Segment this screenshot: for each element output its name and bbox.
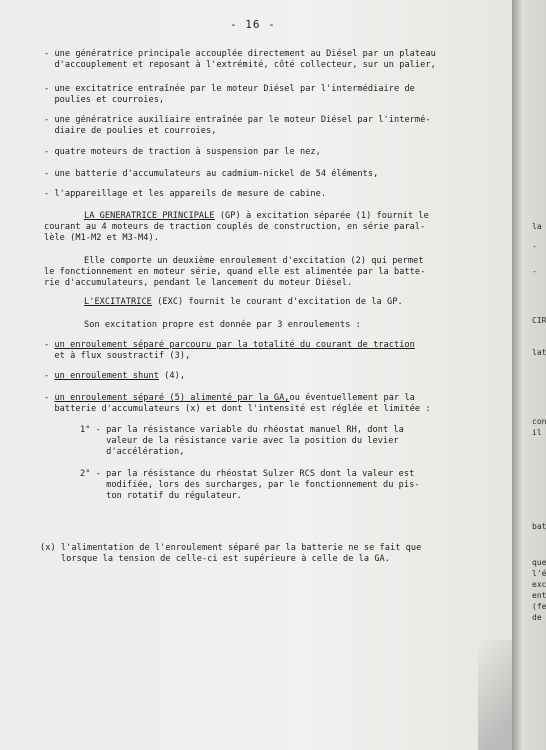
adjacent-fragment: ent [532,591,546,600]
adjacent-fragment: exc [532,580,546,589]
text-line: diaire de poulies et courroies, [44,126,217,136]
text-line: courant au 4 moteurs de traction couplés de construction, en série paral- [44,222,426,232]
bullet-dash: - [44,340,55,350]
adjacent-fragment: que [532,558,546,567]
text-line: batterie d'accumulateurs (x) et dont l'intensité est réglée et limitée : [44,404,431,414]
text-line: 1° - par la résistance variable du rhéostat manuel RH, dont la [80,425,404,435]
footnote-line: (x) l'alimentation de l'enroulement séparé par la batterie ne se fait que [40,543,422,553]
adjacent-fragment: con [532,417,546,426]
heading-generatrice-principale: LA GENERATRICE PRINCIPALE [84,211,215,221]
underlined-text: un enroulement séparé parcouru par la totalité du courant de traction [54,340,415,350]
text-run: (4), [158,371,186,381]
text-line: et à flux soustractif (3), [44,351,191,361]
text-line: - une génératrice principale accouplée directement au Diésel par un plateau [44,49,436,59]
page-number: - 16 - [230,18,276,31]
bullet-dash: - [44,371,55,381]
adjacent-fragment: de [532,613,542,622]
heading-excitatrice: L'EXCITATRICE [84,297,152,307]
text-line: d'accouplement et reposant à l'extrémité, côté collecteur, sur un palier, [44,60,436,70]
adjacent-page-edge [512,0,546,750]
text-line: le fonctionnement en moteur série, quand elle est alimentée par la batte- [44,267,426,277]
text-line: d'accélération, [80,447,185,457]
text-line: - une génératrice auxiliaire entraînée par le moteur Diésel par l'intermé- [44,115,431,125]
page-curl-shadow [478,640,512,750]
adjacent-fragment: CIR [532,316,546,325]
text-run: ou éventuellement par la [289,393,415,403]
text-line: poulies et courroies, [44,95,165,105]
text-line: lèle (M1-M2 et M3-M4). [44,233,159,243]
text-line: - une batterie d'accumulateurs au cadmium-nickel de 54 éléments, [44,169,379,179]
bleed-through [305,60,505,660]
text-line: - une excitatrice entraînée par le moteur Diésel par l'intermédiaire de [44,84,415,94]
text-line: - l'appareillage et les appareils de mesure de cabine. [44,189,327,199]
text-line: - quatre moteurs de traction à suspension par le nez, [44,147,321,157]
text-line: modifiée, lors des surcharges, par le fonctionnement du pis- [80,480,420,490]
adjacent-fragment: lat [532,348,546,357]
underlined-text: un enroulement shunt [54,371,159,381]
text-run: (EXC) fournit le courant d'excitation de la GP. [151,297,403,307]
adjacent-fragment: (fe [532,602,546,611]
adjacent-fragment: bat [532,522,546,531]
text-line: valeur de la résistance varie avec la position du levier [80,436,399,446]
adjacent-fragment: - [532,242,537,251]
underlined-text: un enroulement séparé (5) alimenté par la GA, [54,393,290,403]
bullet-dash: - [44,393,55,403]
adjacent-fragment: la [532,222,542,231]
text-line: Son excitation propre est donnée par 3 enroulements : [84,320,361,330]
text-line: 2° - par la résistance du rhéostat Sulzer RCS dont la valeur est [80,469,415,479]
adjacent-fragment: l'é [532,569,546,578]
footnote-line: lorsque la tension de celle-ci est supérieure à celle de la GA. [40,554,390,564]
adjacent-fragment: - [532,267,537,276]
text-line: ton rotatif du régulateur. [80,491,242,501]
text-line: rie d'accumulateurs, pendant le lancement du moteur Diésel. [44,278,353,288]
text-line: Elle comporte un deuxième enroulement d'excitation (2) qui permet [84,256,424,266]
text-run: (GP) à excitation séparée (1) fournit le [214,211,429,221]
adjacent-fragment: il [532,428,542,437]
